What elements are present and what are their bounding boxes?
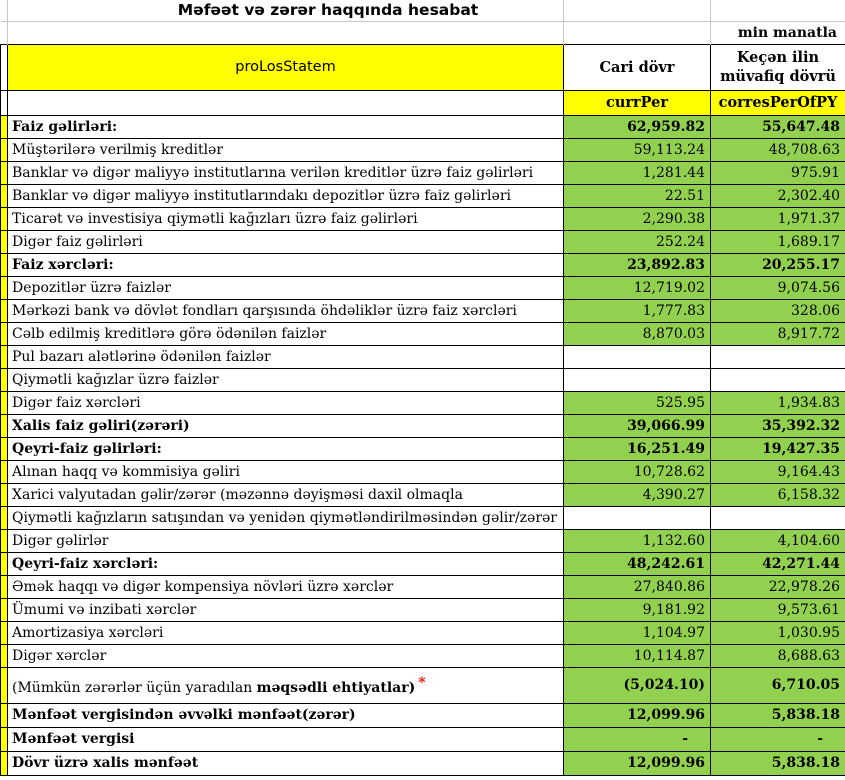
row-label-regular: (Mümkün zərərlər üçün yaradılan (12, 680, 257, 696)
row-label: Qiymətli kağızlar üzrə faizlər (8, 368, 564, 391)
row-marker-cell (1, 644, 8, 667)
col-header-prior-period: Keçən ilin müvafiq dövrü (711, 44, 845, 90)
table-row (1, 644, 845, 667)
value-current-period (564, 345, 711, 368)
value-current-period: 8,870.03 (564, 322, 711, 345)
row-label: Xalis faiz gəliri(zərəri) (8, 414, 564, 437)
value-prior-period: 48,708.63 (711, 138, 845, 161)
value-current-period: (5,024.10) (564, 667, 711, 703)
row-label: Mərkəzi bank və dövlət fondları qarşısında öhdəliklər üzrə faiz xərcləri (8, 299, 564, 322)
table-row (1, 276, 845, 299)
value-prior-period: 9,164.43 (711, 460, 845, 483)
value-prior-period: 2,302.40 (711, 184, 845, 207)
table-row (1, 368, 845, 391)
table-row (1, 751, 845, 775)
row-marker-cell (1, 230, 8, 253)
row-marker-cell (1, 345, 8, 368)
value-prior-period: 8,688.63 (711, 644, 845, 667)
row-marker-cell (1, 299, 8, 322)
row-marker-cell (1, 90, 8, 115)
value-prior-period: 22,978.26 (711, 575, 845, 598)
spacer-cell (711, 0, 845, 21)
value-prior-period: 20,255.17 (711, 253, 845, 276)
row-marker-cell (1, 621, 8, 644)
table-row (1, 391, 845, 414)
table-row (1, 529, 845, 552)
value-prior-period: 1,971.37 (711, 207, 845, 230)
value-prior-period: 35,392.32 (711, 414, 845, 437)
value-current-period (564, 368, 711, 391)
table-row (1, 414, 845, 437)
corner-cell (1, 21, 8, 44)
row-label: Banklar və digər maliyyə institutlarına verilən kreditlər üzrə faiz gəlirləri (8, 161, 564, 184)
row-label: Qeyri-faiz gəlirləri: (8, 437, 564, 460)
row-marker-cell (1, 138, 8, 161)
row-label: Digər faiz gəlirləri (8, 230, 564, 253)
col-code-prior-period: corresPerOfPY (711, 90, 845, 115)
value-current-period: 10,114.87 (564, 644, 711, 667)
row-label: Digər faiz xərcləri (8, 391, 564, 414)
row-marker-cell (1, 322, 8, 345)
spacer-cell (564, 0, 711, 21)
spacer-cell (564, 21, 711, 44)
row-label: Faiz xərcləri: (8, 253, 564, 276)
row-marker-cell (1, 460, 8, 483)
row-label: Amortizasiya xərcləri (8, 621, 564, 644)
row-label: Dövr üzrə xalis mənfəət (8, 751, 564, 775)
col-header-current-period: Cari dövr (564, 44, 711, 90)
row-marker-cell (1, 414, 8, 437)
row-marker-cell (1, 529, 8, 552)
value-prior-period (711, 506, 845, 529)
row-marker-cell (1, 437, 8, 460)
row-label: Alınan haqq və kommisiya gəliri (8, 460, 564, 483)
value-prior-period: 1,934.83 (711, 391, 845, 414)
table-row (1, 506, 845, 529)
table-row (1, 621, 845, 644)
row-label: Pul bazarı alətlərinə ödənilən faizlər (8, 345, 564, 368)
value-current-period: - (564, 727, 711, 751)
table-row (1, 138, 845, 161)
row-label: Qeyri-faiz xərcləri: (8, 552, 564, 575)
row-marker-cell (1, 703, 8, 727)
table-row (1, 115, 845, 138)
table-row (1, 575, 845, 598)
report-table-body (1, 0, 845, 775)
value-current-period: 16,251.49 (564, 437, 711, 460)
value-prior-period: 4,104.60 (711, 529, 845, 552)
row-marker-cell (1, 253, 8, 276)
value-prior-period (711, 345, 845, 368)
table-row (1, 460, 845, 483)
unit-note-row (1, 21, 845, 44)
row-marker-cell (1, 751, 8, 775)
row-label: Depozitlər üzrə faizlər (8, 276, 564, 299)
value-prior-period: 5,838.18 (711, 703, 845, 727)
value-current-period: 22.51 (564, 184, 711, 207)
value-current-period: 27,840.86 (564, 575, 711, 598)
empty-label-cell (8, 90, 564, 115)
value-prior-period: 6,158.32 (711, 483, 845, 506)
value-current-period: 252.24 (564, 230, 711, 253)
row-label: Digər gəlirlər (8, 529, 564, 552)
row-marker-cell (1, 506, 8, 529)
row-label: Müştərilərə verilmiş kreditlər (8, 138, 564, 161)
value-current-period: 1,777.83 (564, 299, 711, 322)
row-marker-cell (1, 207, 8, 230)
bottom-gridline-sliver (0, 776, 845, 780)
value-current-period: 39,066.99 (564, 414, 711, 437)
value-current-period: 23,892.83 (564, 253, 711, 276)
row-label (8, 667, 564, 703)
row-marker-cell (1, 184, 8, 207)
value-prior-period: 6,710.05 (711, 667, 845, 703)
table-row (1, 552, 845, 575)
table-name-cell: proLosStatem (8, 44, 564, 90)
table-row (1, 230, 845, 253)
value-current-period (564, 506, 711, 529)
table-row (1, 483, 845, 506)
row-marker-cell (1, 667, 8, 703)
row-label: Ticarət və investisiya qiymətli kağızları üzrə faiz gəlirləri (8, 207, 564, 230)
corner-cell (1, 0, 8, 21)
row-marker-cell (1, 727, 8, 751)
row-marker-cell (1, 598, 8, 621)
value-prior-period: 9,074.56 (711, 276, 845, 299)
column-code-row (1, 90, 845, 115)
row-marker-cell (1, 115, 8, 138)
row-label: Cəlb edilmiş kreditlərə görə ödənilən faizlər (8, 322, 564, 345)
value-current-period: 9,181.92 (564, 598, 711, 621)
value-current-period: 12,099.96 (564, 751, 711, 775)
table-row (1, 253, 845, 276)
value-prior-period: 42,271.44 (711, 552, 845, 575)
table-row (1, 322, 845, 345)
row-marker-cell (1, 276, 8, 299)
value-current-period: 525.95 (564, 391, 711, 414)
column-header-row (1, 44, 845, 90)
value-prior-period: 19,427.35 (711, 437, 845, 460)
row-label: Banklar və digər maliyyə institutlarındakı depozitlər üzrə faiz gəlirləri (8, 184, 564, 207)
value-current-period: 1,132.60 (564, 529, 711, 552)
value-current-period: 12,719.02 (564, 276, 711, 299)
value-prior-period (711, 368, 845, 391)
row-marker-cell (1, 391, 8, 414)
table-row (1, 299, 845, 322)
table-row (1, 667, 845, 703)
value-current-period: 12,099.96 (564, 703, 711, 727)
row-marker-cell (1, 44, 8, 90)
value-prior-period: 5,838.18 (711, 751, 845, 775)
row-marker-cell (1, 483, 8, 506)
value-prior-period: 9,573.61 (711, 598, 845, 621)
value-current-period: 10,728.62 (564, 460, 711, 483)
table-row (1, 345, 845, 368)
table-row (1, 184, 845, 207)
row-label: Ümumi və inzibati xərclər (8, 598, 564, 621)
value-current-period: 1,281.44 (564, 161, 711, 184)
table-row (1, 703, 845, 727)
value-prior-period: 1,689.17 (711, 230, 845, 253)
value-current-period: 1,104.97 (564, 621, 711, 644)
row-label: Əmək haqqı və digər kompensiya növləri üzrə xərclər (8, 575, 564, 598)
value-prior-period: 328.06 (711, 299, 845, 322)
row-marker-cell (1, 368, 8, 391)
table-row (1, 598, 845, 621)
value-current-period: 4,390.27 (564, 483, 711, 506)
value-prior-period: 8,917.72 (711, 322, 845, 345)
table-row (1, 207, 845, 230)
row-label: Digər xərclər (8, 644, 564, 667)
title-row (1, 0, 845, 21)
value-current-period: 2,290.38 (564, 207, 711, 230)
row-marker-cell (1, 161, 8, 184)
value-prior-period: - (711, 727, 845, 751)
spacer-cell (8, 21, 564, 44)
value-current-period: 59,113.24 (564, 138, 711, 161)
table-row (1, 727, 845, 751)
row-marker-cell (1, 575, 8, 598)
col-code-current-period: currPer (564, 90, 711, 115)
value-prior-period: 1,030.95 (711, 621, 845, 644)
report-title: Məfəət və zərər haqqında hesabat (8, 0, 564, 21)
value-current-period: 48,242.61 (564, 552, 711, 575)
table-row (1, 437, 845, 460)
value-prior-period: 55,647.48 (711, 115, 845, 138)
row-marker-cell (1, 552, 8, 575)
row-label: Xarici valyutadan gəlir/zərər (məzənnə dəyişməsi daxil olmaqla (8, 483, 564, 506)
unit-note: min manatla (711, 21, 845, 44)
row-label: Faiz gəlirləri: (8, 115, 564, 138)
value-prior-period: 975.91 (711, 161, 845, 184)
table-row (1, 161, 845, 184)
footnote-asterisk: * (415, 675, 425, 691)
value-current-period: 62,959.82 (564, 115, 711, 138)
row-label-bold: məqsədli ehtiyatlar) (257, 680, 416, 696)
row-label: Mənfəət vergisi (8, 727, 564, 751)
row-label: Mənfəət vergisindən əvvəlki mənfəət(zərər) (8, 703, 564, 727)
row-label: Qiymətli kağızların satışından və yenidən qiymətləndirilməsindən gəlir/zərər (8, 506, 564, 529)
